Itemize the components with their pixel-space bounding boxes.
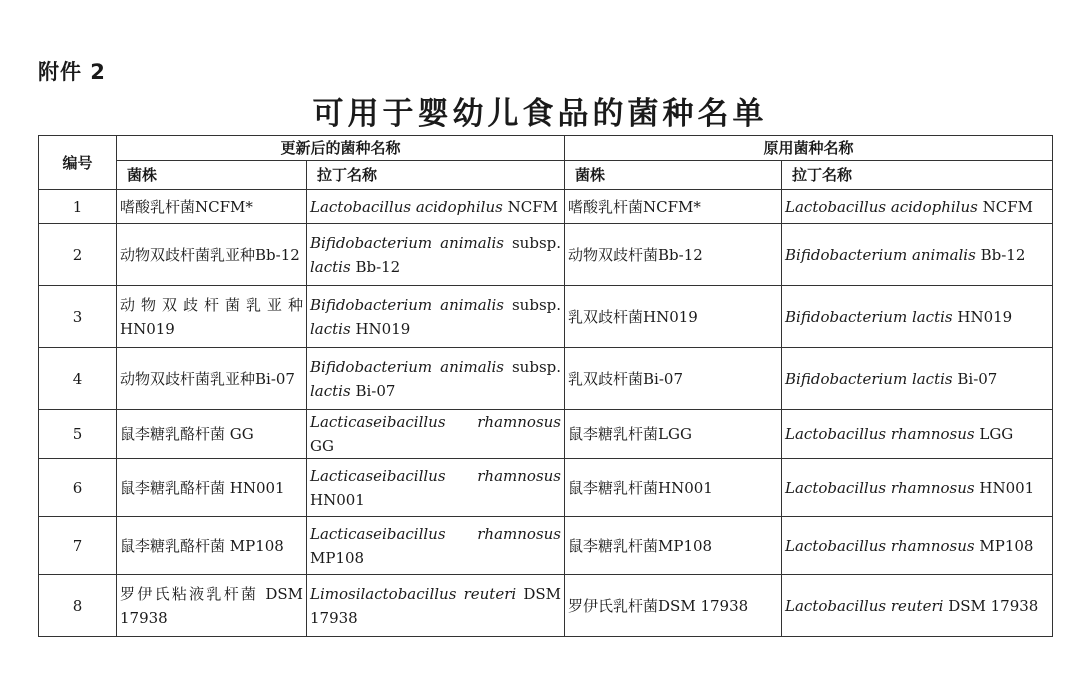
original-strain: 动物双歧杆菌Bb-12	[565, 224, 782, 286]
header-original-latin: 拉丁名称	[782, 161, 1053, 190]
latin-italic: Lacticaseibacillus rhamnosus	[310, 466, 562, 485]
latin-italic: Bifidobacterium animalis	[310, 295, 504, 314]
row-number: 5	[39, 410, 117, 459]
header-updated-group: 更新后的菌种名称	[117, 136, 565, 161]
latin-code: HN001	[310, 490, 365, 509]
updated-latin	[307, 575, 565, 637]
latin-italic: Lactobacillus reuteri	[785, 596, 944, 615]
table-row	[39, 459, 1053, 517]
latin-italic: Lacticaseibacillus rhamnosus	[310, 413, 562, 431]
updated-strain: 嗜酸乳杆菌NCFM*	[117, 190, 307, 224]
latin-code: NCFM	[502, 197, 558, 216]
table-row	[39, 517, 1053, 575]
latin-subsp: subsp.	[504, 295, 562, 314]
updated-latin	[307, 286, 565, 348]
header-original-strain: 菌株	[565, 161, 782, 190]
updated-strain: 动物双歧杆菌乳亚种Bi-07	[117, 348, 307, 410]
updated-strain: 鼠李糖乳酪杆菌 MP108	[117, 517, 307, 575]
table-row	[39, 410, 1053, 459]
latin-italic-subspecies: lactis	[310, 319, 351, 338]
header-number: 编号	[39, 136, 117, 190]
annex-label: 附件 2	[38, 60, 106, 84]
latin-code: Bi-07	[350, 381, 396, 400]
row-number: 4	[39, 348, 117, 410]
original-latin	[782, 348, 1053, 410]
updated-strain: 鼠李糖乳酪杆菌 GG	[117, 410, 307, 459]
latin-code: DSM 17938	[310, 584, 562, 627]
latin-italic: Lacticaseibacillus rhamnosus	[310, 524, 562, 543]
latin-code: Bb-12	[975, 245, 1026, 264]
latin-subsp: subsp.	[504, 233, 562, 252]
latin-italic: Bifidobacterium animalis	[785, 245, 976, 264]
updated-strain: 动物双歧杆菌乳亚种Bb-12	[117, 224, 307, 286]
latin-italic: Bifidobacterium animalis	[310, 357, 504, 376]
table-row	[39, 286, 1053, 348]
latin-code: NCFM	[977, 197, 1033, 216]
latin-italic-subspecies: lactis	[310, 381, 351, 400]
latin-italic: Bifidobacterium animalis	[310, 233, 504, 252]
latin-italic: Limosilactobacillus reuteri	[310, 584, 517, 603]
original-strain: 鼠李糖乳杆菌HN001	[565, 459, 782, 517]
header-updated-strain: 菌株	[117, 161, 307, 190]
latin-italic: Bifidobacterium lactis	[785, 369, 953, 388]
table-row	[39, 575, 1053, 637]
latin-code: MP108	[310, 548, 365, 567]
row-number: 2	[39, 224, 117, 286]
latin-code: LGG	[974, 425, 1014, 443]
header-row-groups	[39, 136, 1053, 161]
original-latin	[782, 575, 1053, 637]
table-row	[39, 348, 1053, 410]
original-latin	[782, 190, 1053, 224]
updated-latin	[307, 190, 565, 224]
header-updated-latin: 拉丁名称	[307, 161, 565, 190]
header-original-group: 原用菌种名称	[565, 136, 1053, 161]
latin-code: GG	[310, 437, 334, 455]
latin-subsp: subsp.	[504, 357, 562, 376]
original-strain: 乳双歧杆菌Bi-07	[565, 348, 782, 410]
latin-italic-subspecies: lactis	[310, 257, 351, 276]
updated-latin	[307, 410, 565, 459]
row-number: 6	[39, 459, 117, 517]
row-number: 7	[39, 517, 117, 575]
latin-italic: Lactobacillus acidophilus	[310, 197, 503, 216]
latin-italic: Lactobacillus acidophilus	[785, 197, 978, 216]
updated-latin	[307, 348, 565, 410]
updated-strain: 动物双歧杆菌乳亚种HN019	[117, 286, 307, 348]
original-strain: 鼠李糖乳杆菌MP108	[565, 517, 782, 575]
original-strain: 嗜酸乳杆菌NCFM*	[565, 190, 782, 224]
row-number: 1	[39, 190, 117, 224]
original-latin	[782, 224, 1053, 286]
document-title: 可用于婴幼儿食品的菌种名单	[312, 96, 768, 132]
species-table	[38, 135, 1053, 637]
original-strain: 罗伊氏乳杆菌DSM 17938	[565, 575, 782, 637]
updated-latin	[307, 517, 565, 575]
latin-code: Bb-12	[350, 257, 401, 276]
updated-latin	[307, 459, 565, 517]
latin-italic: Lactobacillus rhamnosus	[785, 536, 975, 555]
updated-strain: 罗伊氏粘液乳杆菌 DSM 17938	[117, 575, 307, 637]
updated-strain: 鼠李糖乳酪杆菌 HN001	[117, 459, 307, 517]
original-latin	[782, 410, 1053, 459]
table-row	[39, 190, 1053, 224]
latin-code: Bi-07	[952, 369, 998, 388]
original-strain: 乳双歧杆菌HN019	[565, 286, 782, 348]
original-latin	[782, 459, 1053, 517]
latin-code: DSM 17938	[943, 596, 1039, 615]
original-latin	[782, 517, 1053, 575]
latin-italic: Lactobacillus rhamnosus	[785, 425, 975, 443]
original-strain: 鼠李糖乳杆菌LGG	[565, 410, 782, 459]
row-number: 8	[39, 575, 117, 637]
updated-latin	[307, 224, 565, 286]
table-row	[39, 224, 1053, 286]
row-number: 3	[39, 286, 117, 348]
latin-code: HN001	[974, 478, 1035, 497]
latin-italic: Bifidobacterium lactis	[785, 307, 953, 326]
latin-code: MP108	[974, 536, 1034, 555]
original-latin	[782, 286, 1053, 348]
latin-code: HN019	[350, 319, 411, 338]
header-row-columns	[39, 161, 1053, 190]
latin-code: HN019	[952, 307, 1013, 326]
latin-italic: Lactobacillus rhamnosus	[785, 478, 975, 497]
